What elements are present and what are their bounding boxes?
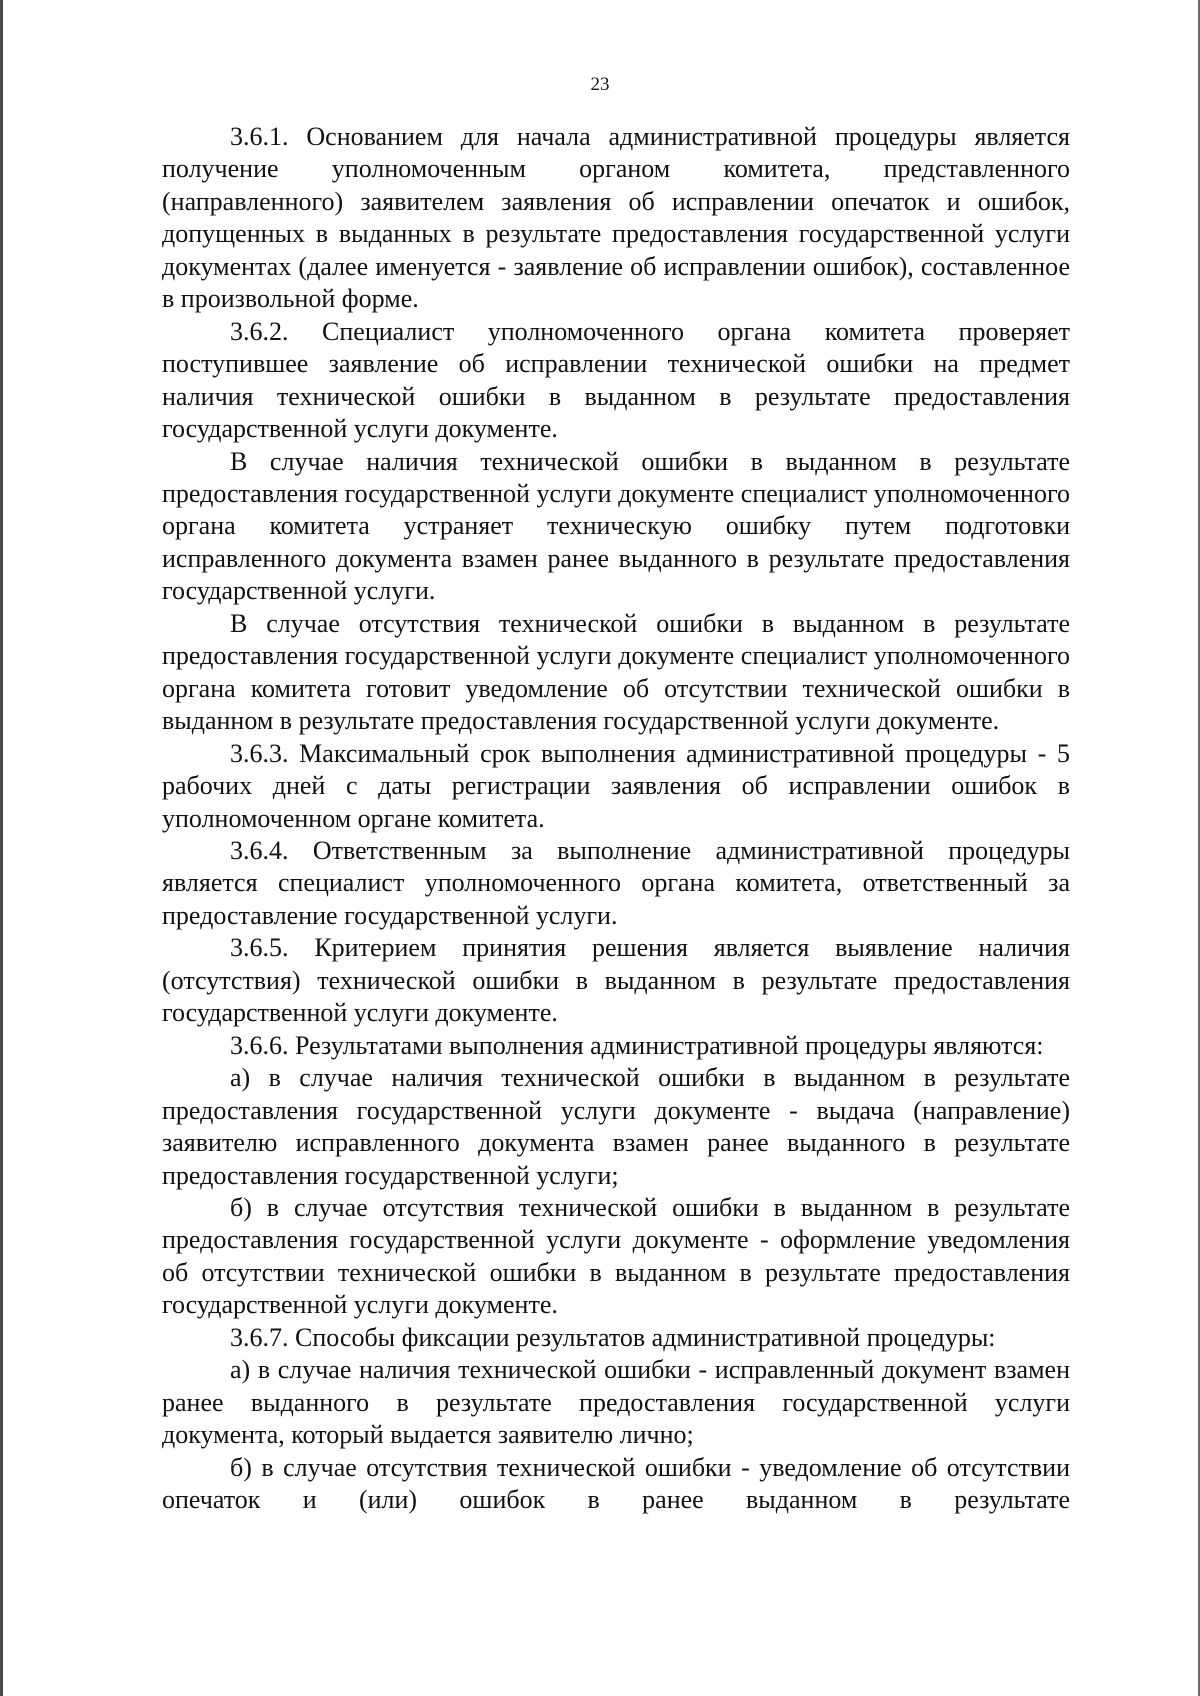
paragraph-error-absent: В случае отсутствия технической ошибки в выданном в результате предоставления государственной услуги документе специалист уполномоченного органа комитета готовит уведомление об отсутствии технической ошибки в выданном в результате предоставления государственной услуги документе. — [162, 608, 1070, 736]
page-number: 23 — [590, 74, 610, 95]
scan-edge-left — [0, 0, 3, 1696]
body-text — [162, 121, 1070, 1516]
paragraph-3-6-6: 3.6.6. Результатами выполнения административной процедуры являются: — [230, 1030, 1044, 1060]
paragraph-3-6-7: 3.6.7. Способы фиксации результатов административной процедуры: — [230, 1322, 996, 1352]
paragraph-3-6-4: 3.6.4. Ответственным за выполнение административной процедуры является специалист уполномоченного органа комитета, ответственный за предоставление государственной услуги. — [162, 835, 1070, 930]
paragraph-3-6-3: 3.6.3. Максимальный срок выполнения административной процедуры - 5 рабочих дней с даты регистрации заявления об исправлении ошибок в уполномоченном органе комитета. — [162, 738, 1070, 833]
paragraph-3-6-7-b: б) в случае отсутствия технической ошибки - уведомление об отсутствии опечаток и (или) ошибок в ранее выданном в результате — [162, 1452, 1070, 1515]
paragraph-3-6-7-a: а) в случае наличия технической ошибки - исправленный документ взамен ранее выданного в результате предоставления государственной услуги документа, который выдается заявителю лично; — [162, 1355, 1070, 1450]
paragraph-3-6-6-b: б) в случае отсутствия технической ошибки в выданном в результате предоставления государственной услуги документе - оформление уведомления об отсутствии технической ошибки в выданном в результате предоставления государственной услуги документе. — [162, 1192, 1070, 1320]
paragraph-3-6-6-a: а) в случае наличия технической ошибки в выданном в результате предоставления государственной услуги документе - выдача (направление) заявителю исправленного документа взамен ранее выданного в результате предоставления государственной услуги; — [162, 1063, 1070, 1190]
paragraph-3-6-5: 3.6.5. Критерием принятия решения является выявление наличия (отсутствия) технической ошибки в выданном в результате предоставления государственной услуги документе. — [162, 933, 1070, 1028]
paragraph-error-present: В случае наличия технической ошибки в выданном в результате предоставления государственной услуги документе специалист уполномоченного органа комитета устраняет техническую ошибку путем подготовки исправленного документа взамен ранее выданного в результате предоставления государственной услуги. — [162, 446, 1070, 606]
paragraph-3-6-1: 3.6.1. Основанием для начала административной процедуры является получение уполномоченным органом комитета, представленного (направленного) заявителем заявления об исправлении опечаток и ошибок, допущенных в выданных в результате предоставления государственной услуги документах (далее именуется - заявление об исправлении ошибок), составленное в произвольной форме. — [162, 122, 1070, 314]
paragraph-3-6-2: 3.6.2. Специалист уполномоченного органа комитета проверяет поступившее заявление об исправлении технической ошибки на предмет наличия технической ошибки в выданном в результате предоставления государственной услуги документе. — [162, 316, 1070, 444]
